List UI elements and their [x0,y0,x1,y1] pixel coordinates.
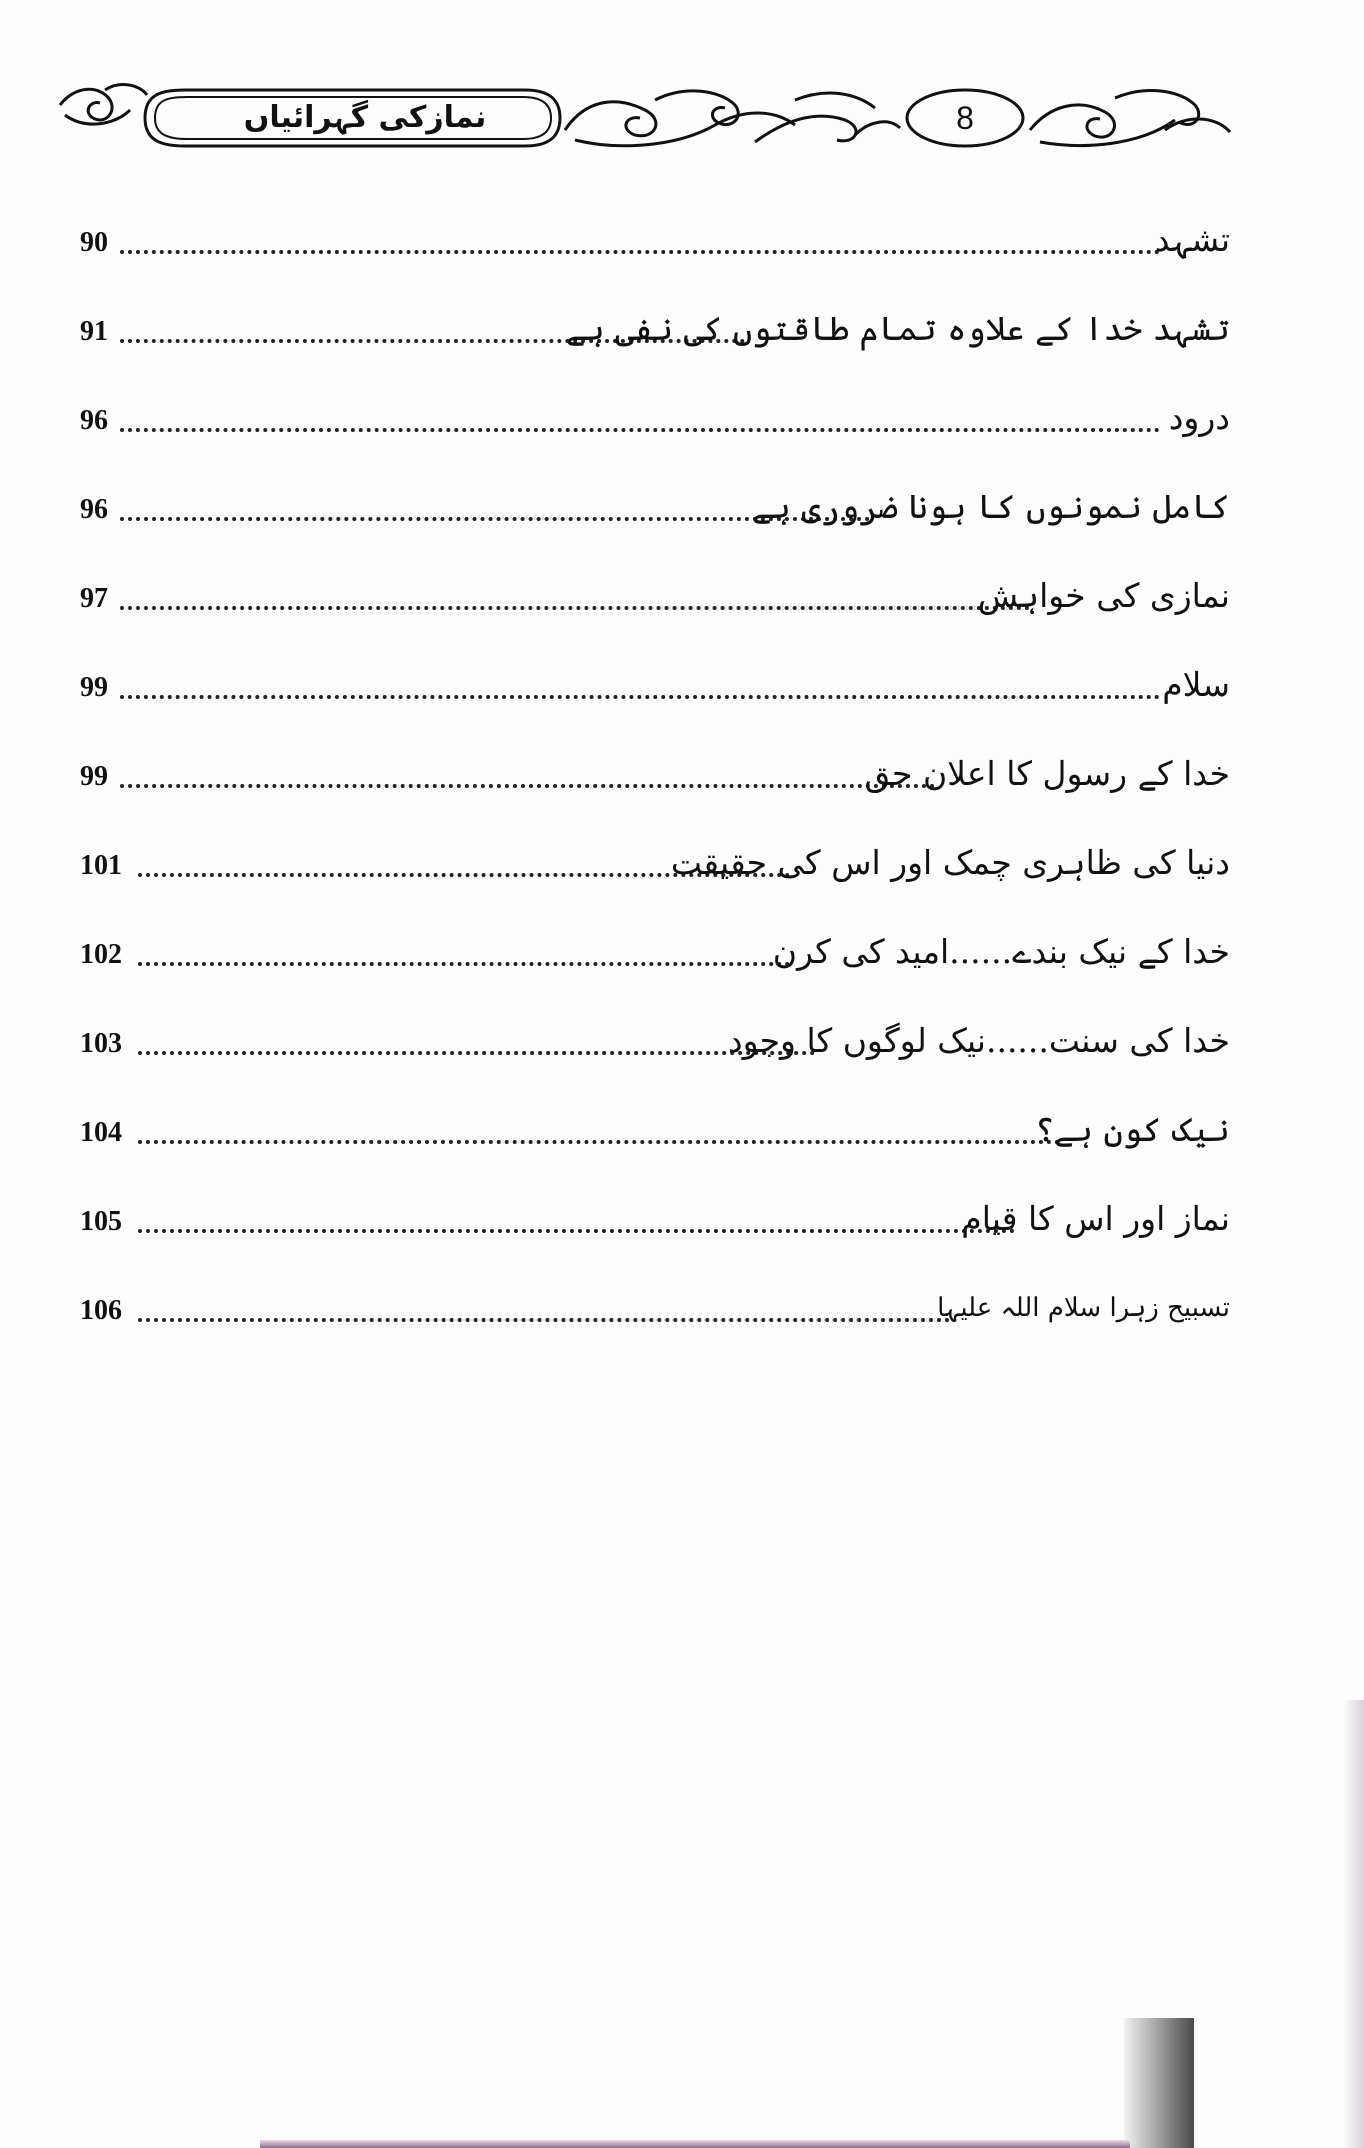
toc-title: خدا کے نیک بندے......امید کی کرن [772,932,1230,971]
page-corner-shadow [1124,2018,1194,2148]
toc-page-number: 91 [80,316,108,347]
toc-title: نماز اور اس کا قیام [961,1199,1230,1238]
toc-entry [80,907,1230,996]
dot-leader [138,1318,950,1322]
toc-entry [80,818,1230,907]
toc-entry [80,462,1230,551]
toc-page-number: 102 [80,939,122,970]
toc-title: درود [1168,398,1230,437]
toc-title: خدا کے رسول کا اعلان حق [864,754,1230,793]
toc-title: تشہد [1154,220,1230,259]
toc-title: سلام [1162,665,1230,704]
toc-entry [80,1263,1230,1352]
toc-page-number: 99 [80,672,108,703]
toc-title: دنیا کی ظاہری چمک اور اس کی حقیقت [670,843,1230,882]
page-header [55,70,1235,165]
toc-title: تشہد خدا کے علاوہ تمام طاقتوں کی نفی ہے [566,309,1230,348]
toc-page-number: 104 [80,1117,122,1148]
page-bottom-shadow [260,2140,1130,2148]
dot-leader [138,1051,815,1055]
toc-page-number: 105 [80,1206,122,1237]
dot-leader [138,1140,1060,1144]
dot-leader [138,962,790,966]
toc-page-number: 96 [80,405,108,436]
toc-page-number: 103 [80,1028,122,1059]
dot-leader [120,250,1160,254]
toc-entry [80,640,1230,729]
toc-title: کامل نمونوں کا ہونا ضروری ہے [752,487,1230,526]
dot-leader [120,606,1030,610]
page-edge-shadow [1342,1700,1364,2148]
dot-leader [120,784,935,788]
toc-entry [80,1085,1230,1174]
toc-page-number: 96 [80,494,108,525]
toc-entry [80,996,1230,1085]
toc-page-number: 90 [80,227,108,258]
table-of-contents [80,195,1230,1352]
toc-page-number: 97 [80,583,108,614]
toc-page-number: 101 [80,850,122,881]
toc-page-number: 99 [80,761,108,792]
toc-page-number: 106 [80,1295,122,1326]
toc-title: نیک کون ہے؟ [1034,1110,1230,1149]
toc-entry [80,284,1230,373]
toc-entry [80,551,1230,640]
toc-entry [80,1174,1230,1263]
toc-title: خدا کی سنت......نیک لوگوں کا وجود [727,1021,1230,1060]
dot-leader [120,695,1160,699]
book-title: نمازکی گہرائیاں [243,100,487,135]
dot-leader [120,428,1160,432]
toc-entry [80,729,1230,818]
toc-title: نمازی کی خواہش [977,576,1230,615]
toc-title: تسبیح زہرا سلام اللہ علیہا [937,1293,1230,1323]
toc-entry [80,195,1230,284]
toc-entry [80,373,1230,462]
dot-leader [138,1229,1015,1233]
page-number: 8 [956,100,974,136]
